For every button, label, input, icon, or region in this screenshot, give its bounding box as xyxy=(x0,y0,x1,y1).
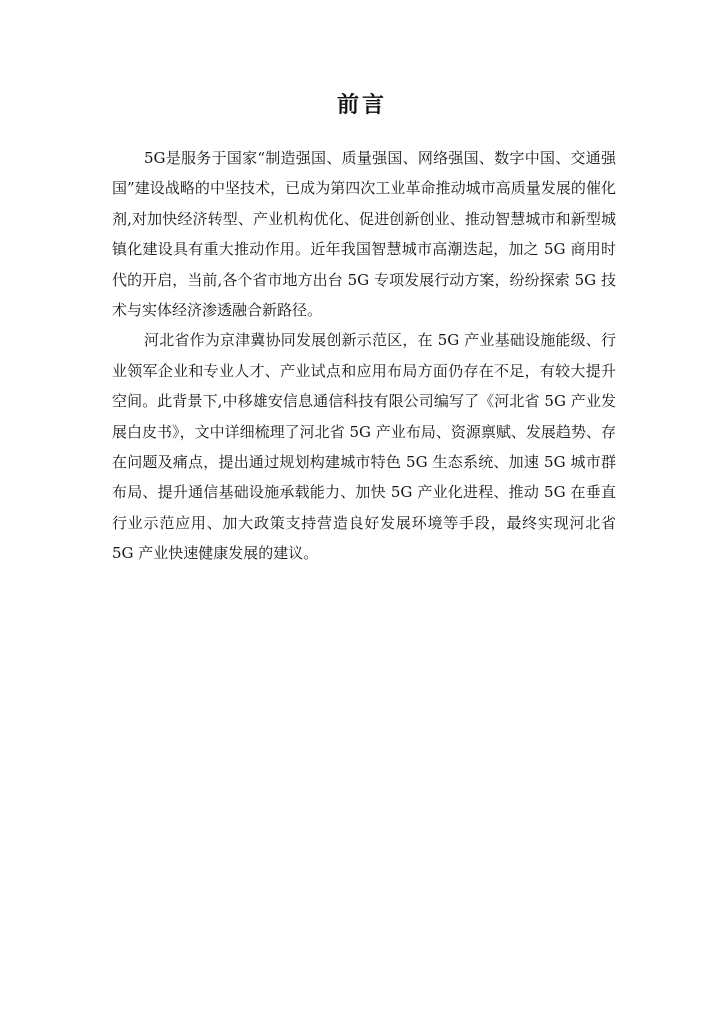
page-title: 前言 xyxy=(336,92,387,118)
paragraph-2: 河北省作为京津冀协同发展创新示范区，在 5G 产业基础设施能级、行业领军企业和专业人才、产业试点和应用布局方面仍存在不足，有较大提升空间。此背景下,中移雄安信息通信科技有限公司编写了《河北省 5G 产业发展白皮书》，文中详细梳理了河北省 5G 产业布局、资源禀赋、发展趋势、存在问题及痛点，提出通过规划构建城市特色 5G 生态系统、加速 5G 城市群布局、提升通信基础设施承载能力、加快 5G 产业化进程、推动 5G 在垂直行业示范应用、加大政策支持营造良好发展环境等手段，最终实现河北省 5G 产业快速健康发展的建议。 xyxy=(112,331,616,563)
body-text xyxy=(112,143,616,569)
paragraph-1: 5G是服务于国家“制造强国、质量强国、网络强国、数字中国、交通强国”建设战略的中坚技术，已成为第四次工业革命推动城市高质量发展的催化剂,对加快经济转型、产业机构优化、促进创新创业、推动智慧城市和新型城镇化建设具有重大推动作用。近年我国智慧城市高潮迭起，加之 5G 商用时代的开启，当前,各个省市地方出台 5G 专项发展行动方案，纷纷探索 5G 技术与实体经济渗透融合新路径。 xyxy=(112,149,616,320)
